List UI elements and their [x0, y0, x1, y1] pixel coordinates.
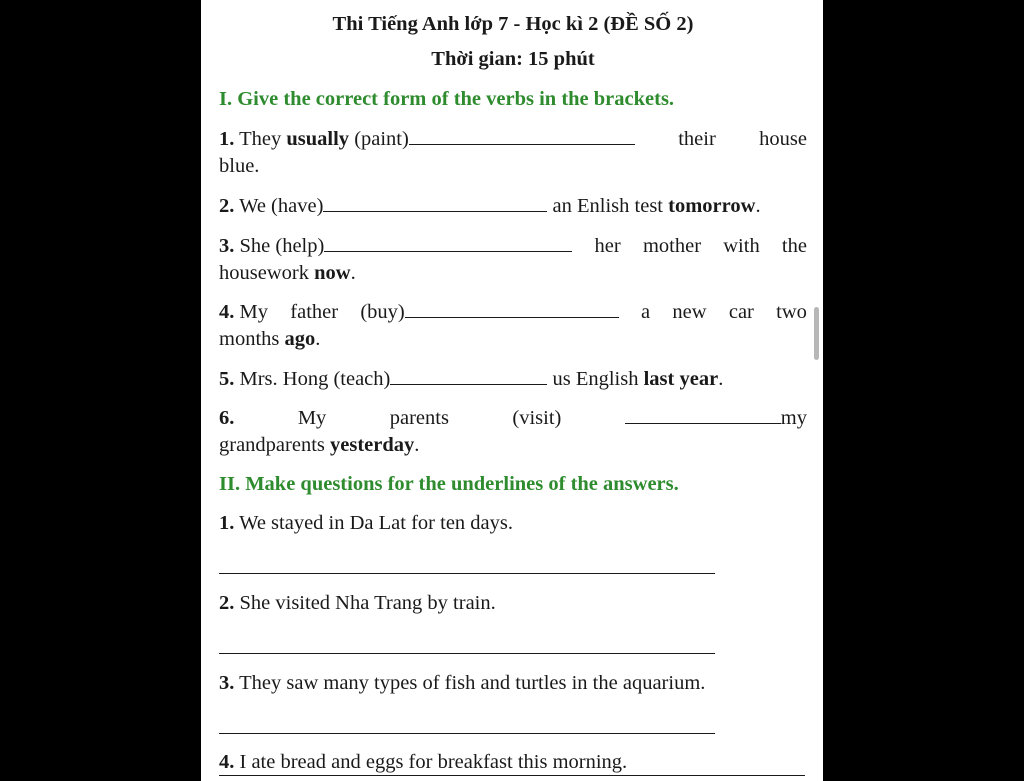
exercise-1-item-3: 3. She (help) her mother with the housework now.: [219, 232, 807, 287]
answer-line[interactable]: [219, 733, 715, 734]
word-blue: blue.: [219, 155, 260, 177]
exercise-1-item-5: 5. Mrs. Hong (teach) us English last year.: [219, 365, 807, 393]
exercise-1-item-4: 4. My father (buy) a new car two months ago.: [219, 298, 807, 353]
exercise-2-item-4: 4. I ate bread and eggs for breakfast this morning.: [219, 749, 805, 776]
document-page: [201, 0, 823, 781]
time-limit: Thời gian: 15 phút: [431, 48, 595, 70]
exercise-2-item-3: 3. They saw many types of fish and turtles in the aquarium.: [219, 672, 706, 694]
section-2-heading: II. Make questions for the underlines of the answers.: [219, 473, 679, 495]
exercise-1-item-6: 6. My parents (visit) my grandparents yesterday.: [219, 404, 807, 459]
answer-blank[interactable]: [323, 192, 547, 212]
answer-line[interactable]: [219, 573, 715, 574]
answer-line[interactable]: [219, 653, 715, 654]
answer-blank[interactable]: [390, 365, 547, 385]
exercise-1-item-2: 2. We (have) an Enlish test tomorrow.: [219, 192, 807, 220]
word-house: house: [759, 128, 807, 150]
item-number: 1.: [219, 128, 235, 150]
exercise-1-item-1: 1. They usually (paint) their house blue.: [219, 125, 807, 180]
exercise-2-item-1: 1. We stayed in Da Lat for ten days.: [219, 512, 513, 534]
section-1-heading: I. Give the correct form of the verbs in the brackets.: [219, 88, 675, 110]
answer-blank[interactable]: [625, 404, 781, 424]
answer-blank[interactable]: [324, 232, 572, 252]
word-their: their: [678, 128, 716, 150]
scrollbar-thumb[interactable]: [814, 307, 819, 360]
document-title: Thi Tiếng Anh lớp 7 - Học kì 2 (ĐỀ SỐ 2): [332, 13, 694, 35]
exercise-2-item-2: 2. She visited Nha Trang by train.: [219, 592, 496, 614]
answer-blank[interactable]: [409, 125, 635, 145]
answer-blank[interactable]: [405, 298, 619, 318]
